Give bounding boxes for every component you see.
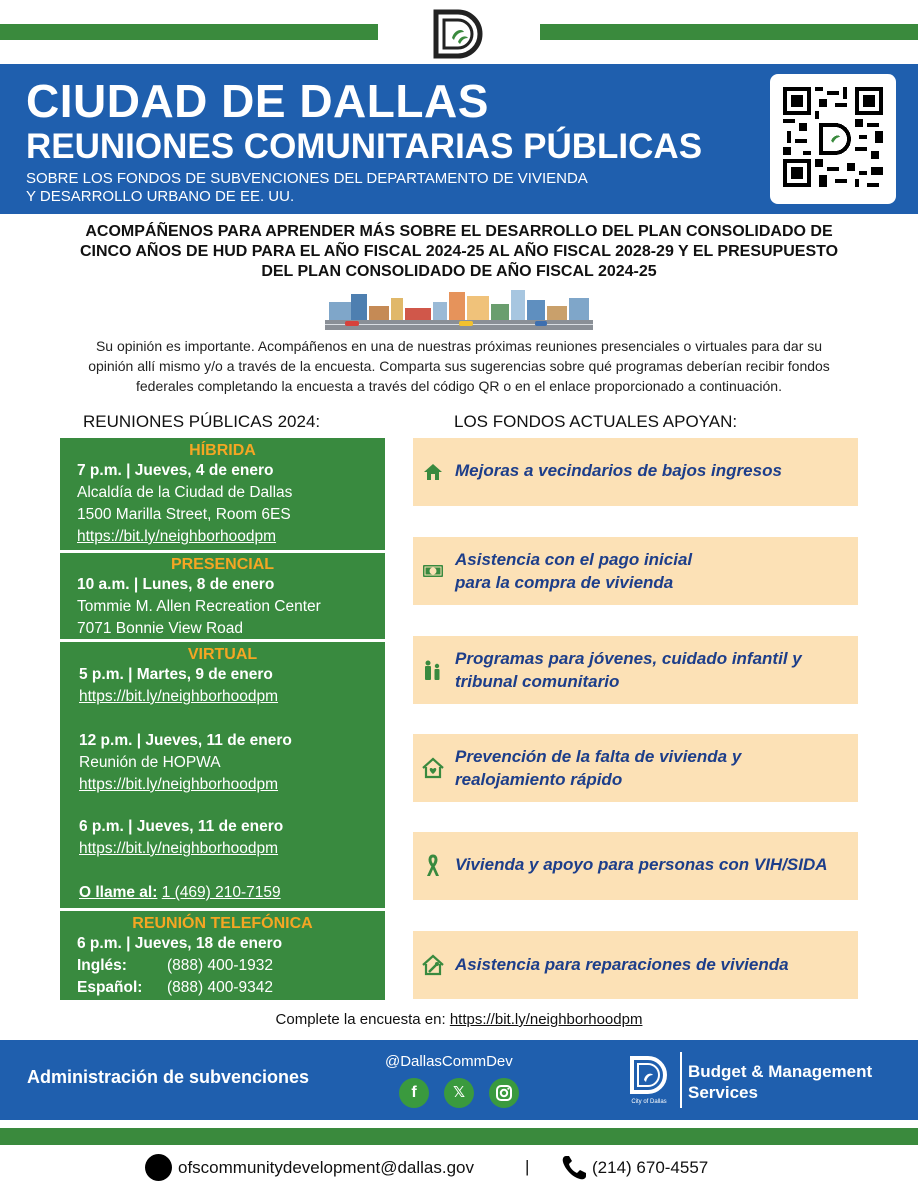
- meeting-link[interactable]: https://bit.ly/neighborhoodpm: [79, 776, 279, 793]
- x-twitter-icon[interactable]: 𝕏: [444, 1078, 474, 1108]
- house-repair-icon: [421, 953, 445, 977]
- call-in-line: [60, 882, 385, 904]
- page-subtitle: REUNIONES COMUNITARIAS PÚBLICAS: [26, 127, 703, 166]
- survey-link[interactable]: https://bit.ly/neighborhoodpm: [449, 1011, 643, 1028]
- meeting-link[interactable]: https://bit.ly/neighborhoodpm: [77, 528, 277, 545]
- instagram-glyph: [489, 1078, 519, 1108]
- social-handle: @DallasCommDev: [385, 1053, 513, 1070]
- headline: ACOMPÁÑENOS PARA APRENDER MÁS SOBRE EL DESARROLLO DEL PLAN CONSOLIDADO DE CINCO AÑOS DE HUD PARA EL AÑO FISCAL 2024-25 AL AÑO FISCAL 2028-29 Y EL PRESUPUESTO DEL PLAN CONSOLIDADO DE AÑO FISCAL 2024-25: [79, 223, 839, 280]
- survey-line: [0, 1011, 918, 1028]
- fund-item: Asistencia con el pago inicial para la compra de vivienda: [413, 537, 858, 605]
- meeting-virtual: [60, 642, 385, 908]
- ribbon-icon: [421, 854, 445, 878]
- meeting-link[interactable]: https://bit.ly/neighborhoodpm: [79, 840, 279, 857]
- header-description: SOBRE LOS FONDOS DE SUBVENCIONES DEL DEPARTAMENTO DE VIVIENDA Y DESARROLLO URBANO DE EE. UU.: [26, 170, 588, 205]
- qr-code[interactable]: [770, 74, 896, 204]
- phone-spanish: Español: (888) 400-9342: [77, 979, 273, 996]
- meeting-time: 6 p.m. | Jueves, 18 de enero: [77, 935, 283, 952]
- meeting-place: Alcaldía de la Ciudad de Dallas: [77, 484, 293, 501]
- meeting-in-person: [60, 553, 385, 639]
- meetings-title: REUNIONES PÚBLICAS 2024:: [83, 412, 321, 431]
- footer-divider: [680, 1052, 682, 1108]
- instagram-icon[interactable]: [489, 1078, 519, 1108]
- meeting-time: 7 p.m. | Jueves, 4 de enero: [77, 462, 274, 479]
- call-in-label: O llame al:: [79, 884, 158, 901]
- city-logo-text: City of Dallas: [631, 1099, 667, 1105]
- meeting-hybrid: [60, 438, 385, 550]
- funds-title: LOS FONDOS ACTUALES APOYAN:: [454, 412, 738, 431]
- meeting-time: 12 p.m. | Jueves, 11 de enero: [79, 732, 292, 749]
- fund-item: Mejoras a vecindarios de bajos ingresos: [413, 438, 858, 506]
- contact-email[interactable]: ofscommunitydevelopment@dallas.gov: [178, 1158, 475, 1177]
- top-green-bar-right: [540, 24, 918, 40]
- meeting-time: 10 a.m. | Lunes, 8 de enero: [77, 576, 275, 593]
- fund-item: Programas para jóvenes, cuidado infantil y tribunal comunitario: [413, 636, 858, 704]
- survey-label: Complete la encuesta en:: [275, 1011, 446, 1028]
- meeting-type-label: HÍBRIDA: [189, 442, 256, 459]
- money-icon: [421, 559, 445, 583]
- meeting-phone: [60, 911, 385, 1000]
- fund-item: Prevención de la falta de vivienda y realojamiento rápido: [413, 734, 858, 802]
- top-green-bar-left: [0, 24, 378, 40]
- header-banner: [0, 64, 918, 214]
- meeting-note: Reunión de HOPWA: [79, 754, 221, 771]
- call-in-number[interactable]: 1 (469) 210-7159: [161, 884, 281, 901]
- phone-icon: [560, 1154, 588, 1182]
- footer-admin-text: Administración de subvenciones: [27, 1067, 310, 1087]
- phone-english: Inglés: (888) 400-1932: [77, 957, 273, 974]
- house-heart-icon: [421, 756, 445, 780]
- intro-paragraph: Su opinión es importante. Acompáñenos en una de nuestras próximas reuniones presenciales o virtuales para dar su opinión allí mismo y/o a través de la encuesta. Comparta sus sugerencias sobre qué programas deberían recibir fondos federales completando la encuesta a través del código QR o en el enlace proporcionado a continuación.: [88, 338, 830, 394]
- home-icon: [421, 460, 445, 484]
- meeting-type-label: REUNIÓN TELEFÓNICA: [132, 915, 313, 932]
- contact-separator: |: [525, 1157, 530, 1176]
- page-title: CIUDAD DE DALLAS: [26, 75, 489, 127]
- email-icon: [145, 1154, 172, 1181]
- fund-item: Asistencia para reparaciones de vivienda: [413, 931, 858, 999]
- meeting-address: 1500 Marilla Street, Room 6ES: [77, 506, 291, 523]
- meeting-type-label: VIRTUAL: [187, 646, 258, 663]
- footer-banner: [0, 1040, 918, 1120]
- qr-code-icon: [783, 87, 883, 187]
- fund-item: Vivienda y apoyo para personas con VIH/SIDA: [413, 832, 858, 900]
- city-of-dallas-logo-icon: [626, 1054, 672, 1106]
- cityscape-illustration: [325, 284, 593, 330]
- meeting-type-label: PRESENCIAL: [170, 556, 275, 573]
- meeting-link[interactable]: https://bit.ly/neighborhoodpm: [79, 688, 279, 705]
- facebook-icon[interactable]: f: [399, 1078, 429, 1108]
- budget-management-services: Budget & Management Services: [688, 1062, 873, 1102]
- dallas-d-logo-icon: [432, 8, 486, 60]
- meeting-time: 6 p.m. | Jueves, 11 de enero: [79, 818, 284, 835]
- meeting-address: 7071 Bonnie View Road: [77, 620, 244, 637]
- family-icon: [421, 658, 445, 682]
- meeting-time: 5 p.m. | Martes, 9 de enero: [79, 666, 273, 683]
- bottom-green-bar: [0, 1128, 918, 1145]
- meeting-place: Tommie M. Allen Recreation Center: [77, 598, 321, 615]
- contact-phone[interactable]: (214) 670-4557: [592, 1158, 709, 1177]
